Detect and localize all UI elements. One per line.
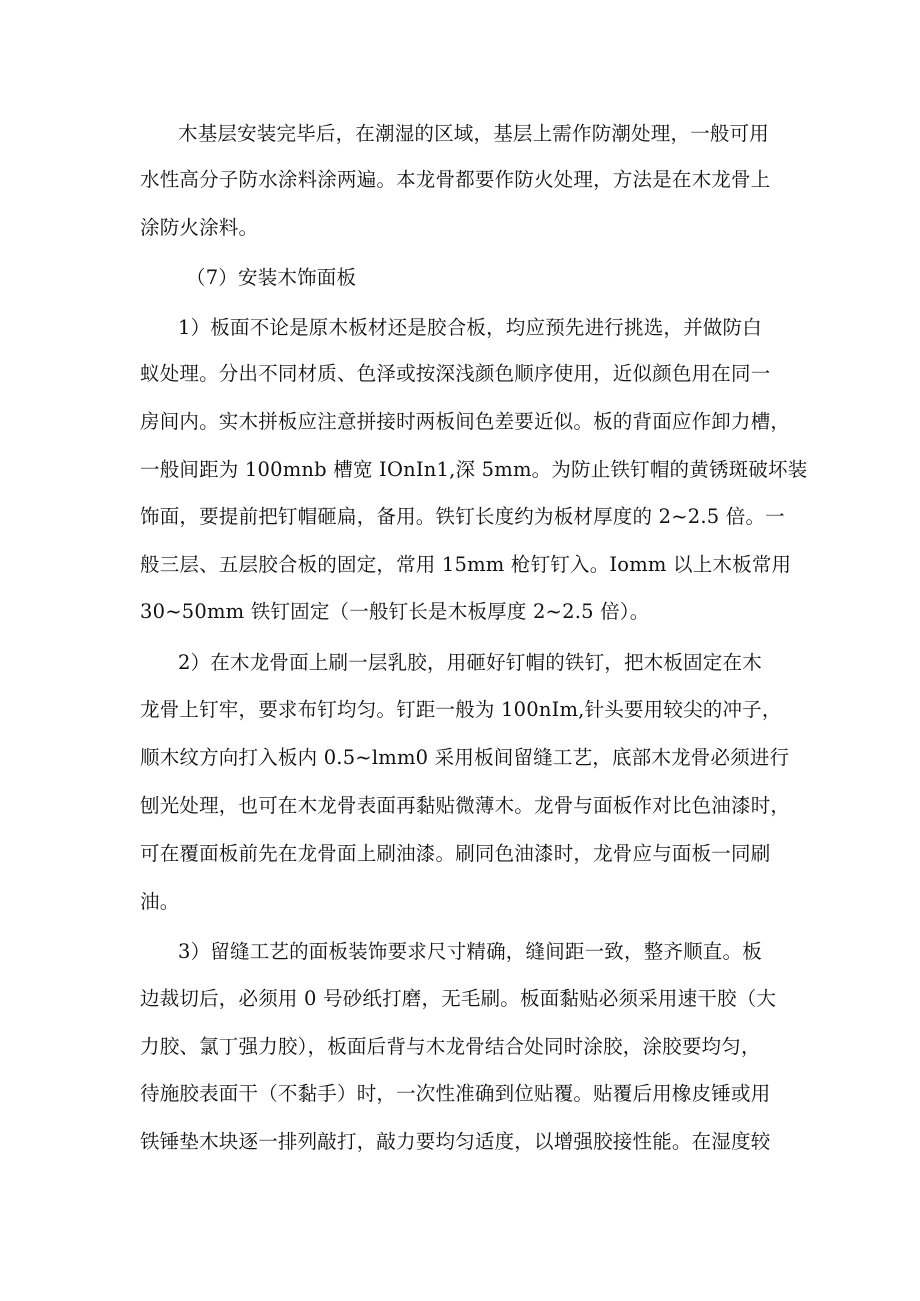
text-line: 铁锤垫木块逐一排列敲打，敲力要均匀适度，以增强胶接性能。在湿度较 <box>140 1130 771 1153</box>
text-line: 般三层、五层胶合板的固定，常用 15mm 枪钉钉入。Iomm 以上木板常用 <box>140 553 792 576</box>
text-line: 边裁切后，必须用 0 号砂纸打磨，无毛刷。板面黏贴必须采用速干胶（大 <box>140 987 777 1010</box>
text-line: 刨光处理，也可在木龙骨表面再黏贴微薄木。龙骨与面板作对比色油漆时， <box>140 794 791 817</box>
text-line: 蚁处理。分出不同材质、色泽或按深浅颜色顺序使用，近似颜色用在同一 <box>140 362 771 385</box>
text-line: 顺木纹方向打入板内 0.5~lmm0 采用板间留缝工艺，底部木龙骨必须进行 <box>140 746 790 769</box>
text-line: 涂防火涂料。 <box>140 216 259 239</box>
text-line: 3）留缝工艺的面板装饰要求尺寸精确，缝间距一致，整齐顺直。板 <box>178 940 762 963</box>
text-line: 一般间距为 100mnb 槽宽 IOnIn1,深 5mm。为防止铁钉帽的黄锈斑破坏装 <box>140 458 808 481</box>
text-line: 待施胶表面干（不黏手）时，一次性准确到位贴覆。贴覆后用橡皮锤或用 <box>140 1082 771 1105</box>
text-line: 力胶、氯丁强力胶），板面后背与木龙骨结合处同时涂胶，涂胶要均匀， <box>140 1035 761 1058</box>
text-line: 2）在木龙骨面上刷一层乳胶，用砸好钉帽的铁钉，把木板固定在木 <box>178 651 762 674</box>
text-line: 30~50mm 铁钉固定（一般钉长是木板厚度 2~2.5 倍）。 <box>140 600 650 623</box>
text-line: 可在覆面板前先在龙骨面上刷油漆。刷同色油漆时，龙骨应与面板一同刷 <box>140 842 771 865</box>
text-line: 房间内。实木拼板应注意拼接时两板间色差要近似。板的背面应作卸力槽， <box>140 410 791 433</box>
text-line: 1）板面不论是原木板材还是胶合板，均应预先进行挑选，并做防白 <box>178 316 762 339</box>
text-line: 油。 <box>140 890 180 913</box>
text-line: 饰面，要提前把钉帽砸扁，备用。铁钉长度约为板材厚度的 2~2.5 倍。一 <box>140 505 785 528</box>
section-heading: （7）安装木饰面板 <box>186 266 357 289</box>
text-line: 木基层安装完毕后，在潮湿的区域，基层上需作防潮处理，一般可用 <box>178 122 770 145</box>
text-line: 龙骨上钉牢，要求布钉均匀。钉距一般为 100nIm,针头要用较尖的冲子， <box>140 698 782 721</box>
text-line: 水性高分子防水涂料涂两遍。本龙骨都要作防火处理，方法是在木龙骨上 <box>140 168 771 191</box>
